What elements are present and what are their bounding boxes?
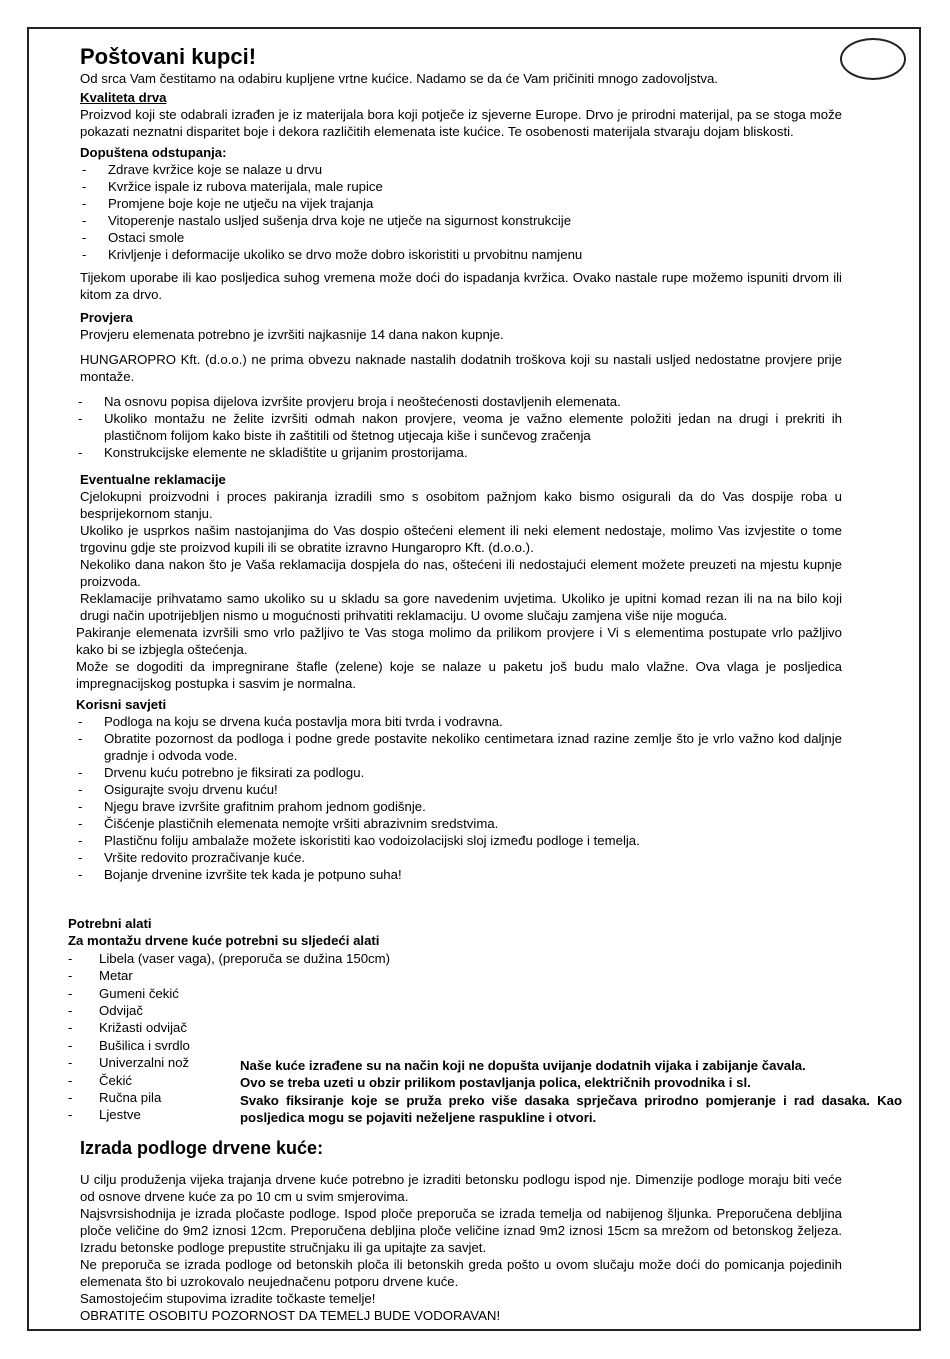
list-item: - Na osnovu popisa dijelova izvršite provjeru broja i neoštećenosti dostavljenih elemenata. — [76, 393, 842, 410]
list-item: - Libela (vaser vaga), (preporuča se dužina 150cm) — [68, 950, 448, 967]
savjeti-heading: Korisni savjeti — [76, 697, 167, 712]
list-item: - Njegu brave izvršite grafitnim prahom jednom godišnje. — [76, 798, 842, 815]
list-item: - Bojanje drvenine izvršite tek kada je potpuno suha! — [76, 866, 842, 883]
odstupanja-after-text: Tijekom uporabe ili kao posljedica suhog vremena može doći do ispadanja kvržica. Ovako nastale rupe možemo ispuniti drvom ili kitom za drvo. — [80, 270, 842, 302]
provjera-text-2: HUNGAROPRO Kft. (d.o.o.) ne prima obvezu naknade nastalih dodatnih troškova koji su nastali usljed nedostatne provjere prije montaže. — [80, 352, 842, 384]
intro-text: Od srca Vam čestitamo na odabiru kupljene vrtne kućice. Nadamo se da će Vam pričiniti mnogo zadovoljstva. — [80, 71, 718, 86]
podloga-p1: U cilju produženja vijeka trajanja drvene kuće potrebno je izraditi betonsku podlogu ispod nje. Dimenzije podloge moraju biti veće od osnove drvene kuće za po 10 cm u svim smjerovima. — [80, 1172, 842, 1204]
list-item: - Čekić — [68, 1072, 448, 1089]
list-item: - Zdrave kvržice koje se nalaze u drvu — [80, 161, 842, 178]
odstupanja-heading: Dopuštena odstupanja: — [80, 145, 227, 160]
odstupanja-list — [80, 161, 842, 263]
reklamacije-p6: Može se dogoditi da impregnirane štafle (zelene) koje se nalaze u paketu još budu malo vlažne. Ova vlaga je posljedica impregnacijskog postupka i sasvim je normalna. — [76, 659, 842, 691]
list-item: - Vršite redovito prozračivanje kuće. — [76, 849, 842, 866]
podloga-section — [80, 1137, 842, 1324]
reklamacije-p3: Nekoliko dana nakon što je Vaša reklamacija dospjela do nas, oštećeni ili nedostajući element možete preuzeti na mjestu kupnje proizvoda. — [80, 557, 842, 589]
list-item: - Ostaci smole — [80, 229, 842, 246]
list-item: - Kvržice ispale iz rubova materijala, male rupice — [80, 178, 842, 195]
alati-subheading: Za montažu drvene kuće potrebni su sljedeći alati — [68, 933, 380, 949]
list-item: - Plastičnu foliju ambalaže možete iskoristiti kao vodoizolacijski sloj između podloge i temelja. — [76, 832, 842, 849]
list-item: - Odvijač — [68, 1002, 448, 1019]
list-item: - Ukoliko montažu ne želite izvršiti odmah nakon provjere, veoma je važno elemente položiti jedan na drugi i prekriti ih plastičnom folijom kako biste ih zaštitili od štetnog utjecaja kiše i sunčevog zračenja — [76, 410, 842, 444]
alati-heading: Potrebni alati — [68, 916, 152, 931]
reklamacije-p2: Ukoliko je usprkos našim nastojanjima do Vas dospio oštećeni element ili neki element nedostaje, molimo Vas izvjestite o tome trgovinu gdje ste proizvod kupili ili se obratite izravno Hungaropro Kft. (d.o.o.). — [80, 523, 842, 555]
list-item: - Ručna pila — [68, 1089, 448, 1106]
mounting-note — [240, 1057, 902, 1127]
list-item: - Promjene boje koje ne utječu na vijek trajanja — [80, 195, 842, 212]
kvaliteta-text: Proizvod koji ste odabrali izrađen je iz materijala bora koji potječe iz sjeverne Europe. Drvo je prirodni materijal, pa se stoga može pokazati neznatni disparitet boje i dekora različitih elemenata iste kućice. Te osobenosti materijala stvaraju dojam bliskosti. — [80, 107, 842, 139]
provjera-list — [76, 393, 842, 461]
podloga-p4: Samostojećim stupovima izradite točkaste temelje! — [80, 1291, 376, 1306]
reklamacije-p4: Reklamacije prihvatamo samo ukoliko su u skladu sa gore navedenim uvjetima. Ukoliko je upitni komad rezan ili na na bilo koji drugi način upotrijebljen nismo u mogućnosti prihvatiti reklamaciju. U ovome slučaju zamjena više nije moguća. — [80, 591, 842, 623]
list-item: - Konstrukcijske elemente ne skladištite u grijanim prostorijama. — [76, 444, 842, 461]
podloga-p2: Najsvrsishodnija je izrada pločaste podloge. Ispod ploče preporuča se izrada temelja od nabijenog šljunka. Preporučena debljina ploče veličine do 9m2 iznosi 12cm. Preporučena debljina ploče veličine iznad 9m2 iznosi 15cm sa mrežom od betonskog željeza. Izradu betonske podloge prepustite stručnjaku ili ga upitajte za savjet. — [80, 1206, 842, 1255]
list-item: - Vitoperenje nastalo usljed sušenja drva koje ne utječe na sigurnost konstrukcije — [80, 212, 842, 229]
note-line-3: Svako fiksiranje koje se pruža preko više dasaka sprječava prirodno pomjeranje i rad dasaka. Kao posljedica mogu se pojaviti neželjene raspukline i otvori. — [240, 1092, 902, 1126]
list-item: - Osigurajte svoju drvenu kuću! — [76, 781, 842, 798]
reklamacije-p5: Pakiranje elemenata izvršili smo vrlo pažljivo te Vas stoga molimo da prilikom provjere i Vi s elementima postupate vrlo pažljivo kako bi se izbjegla oštećenja. — [76, 625, 842, 657]
list-item: - Univerzalni nož — [68, 1054, 448, 1071]
list-item: - Križasti odvijač — [68, 1019, 448, 1036]
list-item: - Bušilica i svrdlo — [68, 1037, 448, 1054]
page-title: Poštovani kupci! — [80, 44, 257, 69]
list-item: - Gumeni čekić — [68, 985, 448, 1002]
podloga-p3: Ne preporuča se izrada podloge od betonskih ploča ili betonskih greda pošto u ovom slučaju može doći do pomicanja pojedinih elemenata što bi uzrokovalo neujednačenu potporu drvene kuće. — [80, 1257, 842, 1289]
list-item: - Podloga na koju se drvena kuća postavlja mora biti tvrda i vodravna. — [76, 713, 842, 730]
savjeti-list — [76, 713, 842, 883]
reklamacije-p1: Cjelokupni proizvodni i proces pakiranja izradili smo s osobitom pažnjom kako bismo osigurali da do Vas dospije roba u besprijekornom stanju. — [80, 489, 842, 521]
reklamacije-heading: Eventualne reklamacije — [80, 472, 226, 487]
list-item: - Obratite pozornost da podloga i podne grede postavite nekoliko centimetara iznad razine zemlje što je vrlo važno kod daljnje gradnje i odvoda vode. — [76, 730, 842, 764]
podloga-heading: Izrada podloge drvene kuće: — [80, 1138, 324, 1158]
main-content — [76, 44, 842, 883]
list-item: - Drvenu kuću potrebno je fiksirati za podlogu. — [76, 764, 842, 781]
kvaliteta-heading: Kvaliteta drva — [80, 90, 167, 105]
list-item: - Ljestve — [68, 1106, 448, 1123]
list-item: - Krivljenje i deformacije ukoliko se drvo može dobro iskoristiti u prvobitnu namjenu — [80, 246, 842, 263]
note-line-2: Ovo se treba uzeti u obzir prilikom postavljanja polica, električnih provodnika i sl. — [240, 1075, 751, 1091]
corner-oval-mark — [840, 38, 906, 80]
provjera-text-1: Provjeru elemenata potrebno je izvršiti najkasnije 14 dana nakon kupnje. — [80, 327, 504, 342]
list-item: - Metar — [68, 967, 448, 984]
provjera-heading: Provjera — [80, 310, 133, 325]
podloga-p5: OBRATITE OSOBITU POZORNOST DA TEMELJ BUDE VODORAVAN! — [80, 1308, 501, 1323]
note-line-1: Naše kuće izrađene su na način koji ne dopušta uvijanje dodatnih vijaka i zabijanje čavala. — [240, 1058, 806, 1073]
list-item: - Čišćenje plastičnih elemenata nemojte vršiti abrazivnim sredstvima. — [76, 815, 842, 832]
